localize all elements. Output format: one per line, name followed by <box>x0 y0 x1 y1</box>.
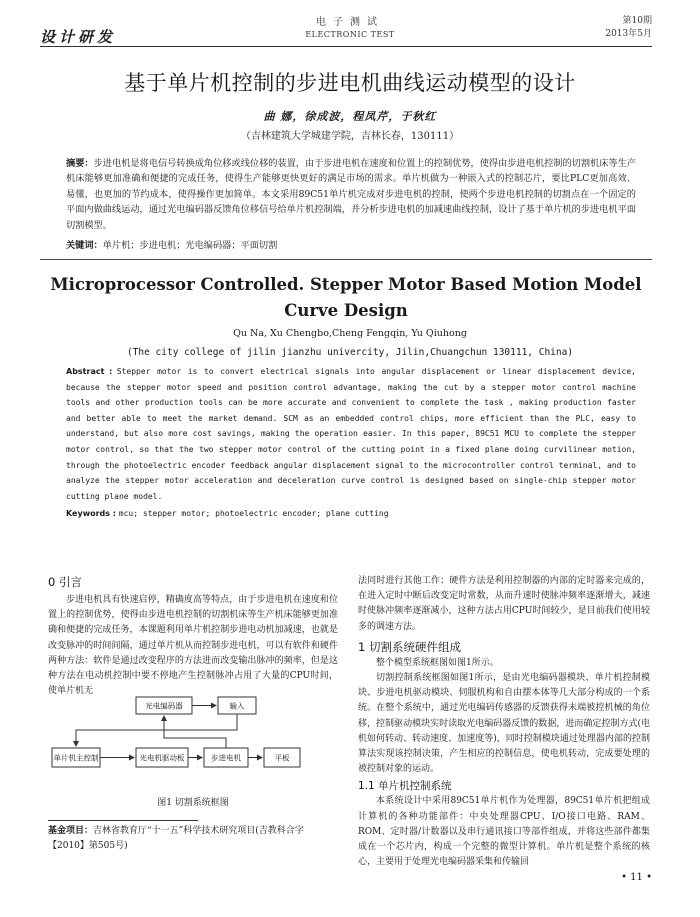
section-1-paragraph-1: 整个模型系统框图如图1所示。 <box>376 657 499 668</box>
figure-1-block-diagram <box>48 690 338 795</box>
paper-title-en: Microprocessor Controlled. Stepper Motor Based Motion Model Curve Design <box>50 275 642 320</box>
paper-title-cn: 基于单片机控制的步进电机曲线运动模型的设计 <box>124 71 576 95</box>
section-1-heading: 1 切割系统硬件组成 <box>358 639 461 654</box>
keywords-en-label: Keywords : <box>66 509 119 518</box>
abstract-cn <box>66 156 636 233</box>
section-0-heading: 0 引言 <box>48 575 82 589</box>
arrow-motor-encoder <box>164 716 226 748</box>
authors-cn: 曲 娜，徐成波，程凤芹，于秋红 <box>263 110 437 123</box>
abstract-en-text: Stepper motor is to convert electrical signals into angular displacement or linear displacement device, because the stepper motor speed and position control advantage, making the cut by a stepper motor control machine tools and other production tools can be more accurate and convenient to complete the task , making production faster and better able to meet the market demand. SCM as an embedded control chips, more efficient than the PLC, easy to understand, but also more cost savings, making the operation easier. In this paper, 89C51 MCU to complete the stepper motor control, so that the two stepper motor control of the cutting point in a fixed plane doing curvilinear motion, through the photoelectric encoder feedback angular displacement signal to the microcontroller control terminal, and to analyze the stepper motor acceleration and deceleration curve control is designed based on single-chip stepper motor cutting plane model. <box>66 367 636 501</box>
keywords-cn-text: 单片机；步进电机；光电编码器；平面切割 <box>102 240 278 251</box>
affiliation-en: (The city college of jilin jianzhu univercity, Jilin,Chuangchun 130111, China) <box>126 347 574 358</box>
input-label: 输入 <box>229 701 245 711</box>
journal-section-label: 设计研发 <box>40 28 117 46</box>
motor-label: 步进电机 <box>211 753 241 763</box>
funding-label: 基金项目： <box>48 826 94 836</box>
issue-info <box>605 15 652 41</box>
arrow-input-mcu <box>76 714 237 746</box>
abstract-cn-label: 摘要： <box>66 158 94 169</box>
journal-name-cn: 电子测试 <box>316 17 384 28</box>
funding-footnote <box>48 824 338 854</box>
platform-label: 平板 <box>274 753 290 763</box>
affiliation-cn: （吉林建筑大学城建学院，吉林长春，130111） <box>240 131 460 142</box>
issue-number: 第10期 <box>622 16 652 26</box>
mcu-label: 单片机主控制 <box>53 753 99 763</box>
section-1-1-paragraph: 本系统设计中采用89C51单片机作为处理器，89C51单片机把组成计算机的各种功能部件：中央处理器CPU、I/O接口电路、RAM、ROM、定时器/计数器以及串行通讯接口等部件组成，并将这些部件都集成在一个芯片内，构成一个完整的微型计算机。单片机是整个系统的核心，主要用于处理光电编码器采集和传输回 <box>358 796 650 868</box>
section-1-1-heading: 1.1 单片机控制系统 <box>358 780 452 793</box>
header-rule <box>40 46 652 47</box>
abstract-en-label: Abstract : <box>66 367 117 376</box>
continued-paragraph: 法同时进行其他工作；硬件方法是利用控制器的内部的定时器来完成的，在进入定时中断后改变定时常数，从而升速时使脉冲频率逐渐增大，减速时使脉冲频率逐渐减小，这种方法占用CPU时间较少，是目前我们使用较多的调速方法。 <box>358 576 650 632</box>
section-0-body <box>48 593 338 699</box>
page-number: • 11 • <box>621 872 652 883</box>
figure-1-caption: 图1 切割系统框图 <box>157 798 229 808</box>
section-divider <box>40 259 652 260</box>
keywords-en-text: mcu; stepper motor; photoelectric encoder; plane cutting <box>118 509 389 518</box>
driver-label: 光电机驱动板 <box>139 753 185 763</box>
keywords-cn <box>66 238 636 253</box>
right-column <box>358 574 650 870</box>
issue-date: 2013年5月 <box>605 29 652 39</box>
journal-name-block <box>0 13 700 39</box>
section-0-paragraph: 步进电机具有快速启停，精确度高等特点，由于步进电机在速度和位置上的控制优势，使得由步进电机控制的切割机床等生产机床能够更加准确和便捷的完成任务，本课题利用单片机控制步进电动机加减速，也就是改变脉冲的时间间隔，通过单片机从而控制步进电机，可以有软件和硬件两种方法：软件是通过改变程序的方法进而改变输出脉冲的频率，但是这种方法在电动机控制中要不停地产生控制脉冲占用了大量的CPU时间，使单片机无 <box>48 595 338 697</box>
section-1-paragraph-2: 切割控制系统框图如图1所示，是由光电编码器模块、单片机控制模块、步进电机驱动模块、伺服机构和自由摆本体等几大部分构成的一个系统。在整个系统中，通过光电编码传感器的反馈获得末端被控机械的角位移，控制驱动模块实时读取光电编码器反馈的数据，进而确定控制方式(电机如何转动、转动速度、加速度等)，同时控制模块通过处理器内部的控制算法实现该控制决策，产生相应的控制信息，使电机转动，完成要处理的被控制对象的运动。 <box>358 673 650 775</box>
encoder-label: 光电编码器 <box>145 701 183 711</box>
authors-en: Qu Na, Xu Chengbo,Cheng Fengqin, Yu Qiuhong <box>233 328 467 339</box>
keywords-en <box>66 506 636 521</box>
footnote-rule <box>48 820 198 821</box>
abstract-cn-text: 步进电机是将电信号转换成角位移或线位移的装置，由于步进电机在速度和位置上的控制优势，使得由步进电机控制的切割机床等生产机床能够更加准确和便捷的完成任务，使得生产能够更快更好的满足市场的需求。单片机做为一种嵌入式的控制芯片，要比PLC更加高效、易懂，也更加的节约成本，使得操作更加简单。本文采用89C51单片机完成对步进电机的控制，使两个步进电机控制的切割点在一个固定的平面内做曲线运动，通过光电编码器反馈角位移信号给单片机控制端，并分析步进电机的加减速曲线控制，设计了基于单片机的步进电机平面切割模型。 <box>66 158 637 231</box>
funding-text: 吉林省教育厅“十一五”科学技术研究项目(吉教科合字【2010】第505号) <box>48 826 304 851</box>
journal-name-en: ELECTRONIC TEST <box>305 30 395 39</box>
abstract-en <box>66 364 636 504</box>
keywords-cn-label: 关键词： <box>66 240 103 251</box>
